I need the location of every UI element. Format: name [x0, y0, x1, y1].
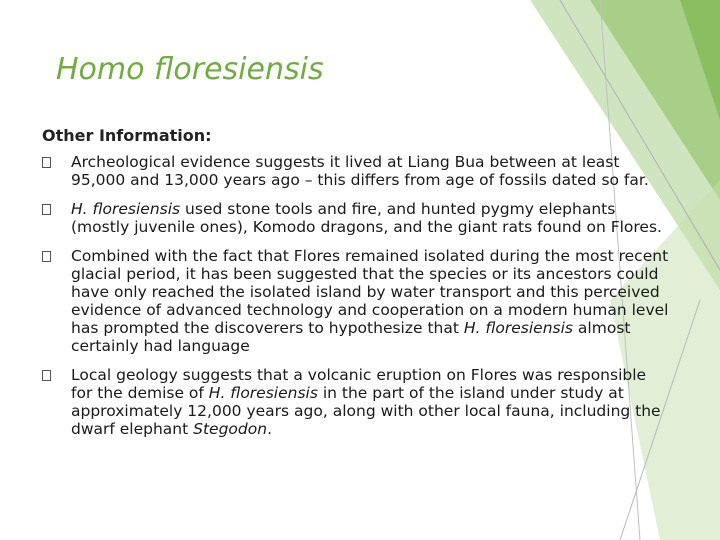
bullet-text-end: .	[267, 420, 272, 438]
bullet-text: Local geology suggests that a volcanic eruption on Flores was responsible for the demise of	[71, 366, 647, 402]
square-bullet-icon	[42, 157, 51, 168]
bullet-text: used stone tools and fire, and hunted pygmy elephants (mostly juvenile ones), Komodo dragons, and the giant rats found on Flores.	[71, 200, 662, 236]
bullet-text-after: almost certainly had language	[71, 319, 631, 355]
square-bullet-icon	[42, 251, 51, 262]
bullet-item	[40, 247, 670, 355]
genus-name: Stegodon	[193, 420, 268, 438]
bullet-item	[40, 366, 670, 438]
bullet-item	[40, 153, 670, 189]
species-name: H. floresiensis	[71, 200, 181, 218]
square-bullet-icon	[42, 204, 51, 215]
species-name: H. floresiensis	[463, 319, 573, 337]
bullet-item	[40, 200, 670, 236]
slide-title: Homo floresiensis	[56, 52, 324, 87]
square-bullet-icon	[42, 370, 51, 381]
subheading: Other Information:	[42, 126, 212, 145]
bullet-text: Archeological evidence suggests it lived at Liang Bua between at least 95,000 and 13,000 years ago – this differs from age of fossils dated so far.	[71, 153, 649, 189]
bullet-text-after: in the part of the island under study at approximately 12,000 years ago, along with other local fauna, including the dwarf elephant	[71, 384, 661, 438]
bullet-list	[40, 153, 670, 449]
bullet-text: Combined with the fact that Flores remained isolated during the most recent glacial period, it has been suggested that the species or its ancestors could have only reached the isolated island by water transport and this perceived evidence of advanced technology and cooperation on a modern human level has prompted the discoverers to hypothesize that	[71, 247, 669, 337]
species-name: H. floresiensis	[208, 384, 318, 402]
